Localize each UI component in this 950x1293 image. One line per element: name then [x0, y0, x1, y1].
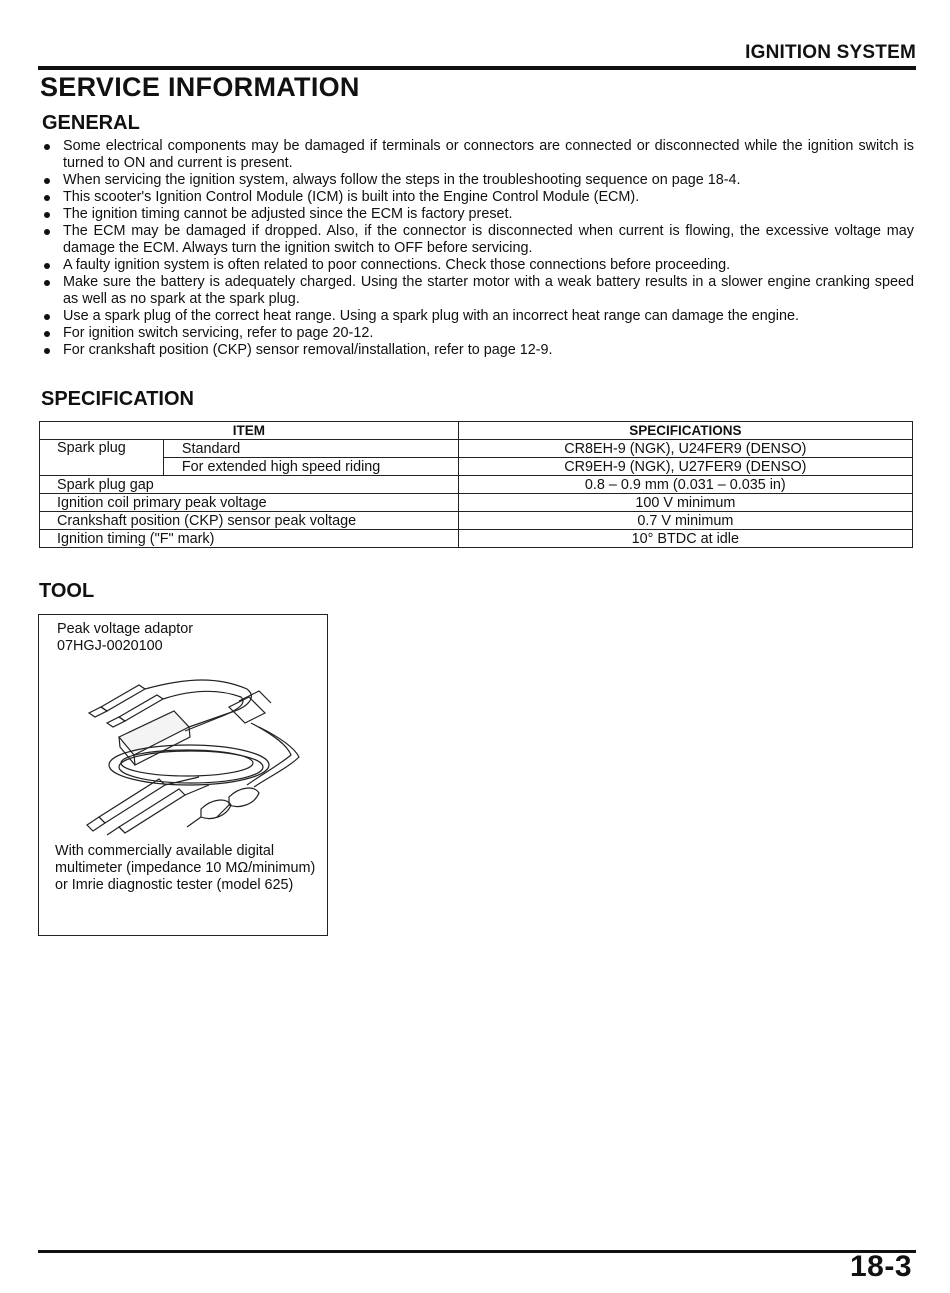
table-cell-item: Spark plug gap [40, 476, 459, 494]
tool-note-imrie: or Imrie diagnostic tester (model 625) [55, 877, 294, 893]
list-item [42, 206, 914, 223]
section-title: IGNITION SYSTEM [745, 42, 916, 63]
table-row [40, 494, 913, 512]
bullet-icon [44, 229, 50, 235]
table-cell-item: Ignition timing ("F" mark) [40, 530, 459, 548]
footer-rule [38, 1250, 916, 1253]
bullet-icon [44, 280, 50, 286]
standard-label: Standard [163, 440, 458, 458]
table-row [40, 440, 913, 458]
list-item [42, 325, 914, 342]
extended-value: CR9EH-9 (NGK), U27FER9 (DENSO) [458, 458, 912, 476]
bullet-icon [44, 331, 50, 337]
bullet-icon [44, 348, 50, 354]
tool-heading: TOOL [39, 580, 95, 602]
tool-note-multimeter: With commercially available digital multimeter (impedance 10 MΩ/minimum) [55, 843, 316, 876]
table-row [40, 458, 913, 476]
bullet-icon [44, 263, 50, 269]
peak-voltage-adaptor-icon [79, 667, 309, 837]
tool-part-number: 07HGJ-0020100 [57, 638, 163, 654]
column-header-item: ITEM [40, 422, 459, 440]
spark-plug-label: Spark plug [40, 440, 164, 476]
bullet-icon [44, 314, 50, 320]
tool-name-text: Peak voltage adaptor [57, 621, 194, 637]
column-header-specifications: SPECIFICATIONS [458, 422, 912, 440]
list-item-text: The ECM may be damaged if dropped. Also, if the connector is disconnected when current is flowing, the excessive voltage may damage the ECM. Always turn the ignition switch to OFF before servicing. [63, 223, 914, 256]
bullet-icon [44, 212, 50, 218]
list-item-text: This scooter's Ignition Control Module (ICM) is built into the Engine Control Module (ECM). [63, 189, 640, 205]
list-item-text: A faulty ignition system is often related to poor connections. Check those connections before proceeding. [63, 257, 731, 273]
list-item [42, 189, 914, 206]
bullet-icon [44, 195, 50, 201]
table-row [40, 512, 913, 530]
list-item [42, 223, 914, 257]
bullet-icon [44, 178, 50, 184]
standard-value: CR8EH-9 (NGK), U24FER9 (DENSO) [458, 440, 912, 458]
page-heading: SERVICE INFORMATION [40, 72, 360, 102]
general-bullet-list [42, 138, 914, 359]
list-item-text: When servicing the ignition system, always follow the steps in the troubleshooting sequence on page 18-4. [63, 172, 741, 188]
table-cell-item: Ignition coil primary peak voltage [40, 494, 459, 512]
table-row [40, 530, 913, 548]
list-item [42, 138, 914, 172]
tool-note [55, 843, 320, 894]
specification-heading: SPECIFICATION [41, 388, 194, 410]
list-item-text: For ignition switch servicing, refer to page 20-12. [63, 325, 374, 341]
header-rule [38, 66, 916, 70]
table-row [40, 476, 913, 494]
table-cell-value: 0.8 – 0.9 mm (0.031 – 0.035 in) [458, 476, 912, 494]
list-item-text: The ignition timing cannot be adjusted since the ECM is factory preset. [63, 206, 513, 222]
page-number: 18-3 [849, 1250, 912, 1283]
specification-table [39, 421, 913, 548]
table-header-row [40, 422, 913, 440]
tool-name [57, 621, 317, 655]
list-item-text: Make sure the battery is adequately charged. Using the starter motor with a weak battery results in a slower engine cranking speed as well as no spark at the spark plug. [63, 274, 914, 307]
table-cell-item: Crankshaft position (CKP) sensor peak voltage [40, 512, 459, 530]
extended-label: For extended high speed riding [163, 458, 458, 476]
list-item [42, 342, 914, 359]
table-cell-value: 10° BTDC at idle [458, 530, 912, 548]
list-item-text: Use a spark plug of the correct heat range. Using a spark plug with an incorrect heat range can damage the engine. [63, 308, 799, 324]
list-item-text: For crankshaft position (CKP) sensor removal/installation, refer to page 12-9. [63, 342, 553, 358]
list-item [42, 308, 914, 325]
tool-box [38, 614, 328, 936]
list-item [42, 257, 914, 274]
general-heading: GENERAL [42, 112, 140, 134]
list-item [42, 274, 914, 308]
list-item-text: Some electrical components may be damaged if terminals or connectors are connected or disconnected while the ignition switch is turned to ON and current is present. [63, 138, 914, 171]
bullet-icon [44, 144, 50, 150]
table-cell-value: 0.7 V minimum [458, 512, 912, 530]
table-cell-value: 100 V minimum [458, 494, 912, 512]
list-item [42, 172, 914, 189]
